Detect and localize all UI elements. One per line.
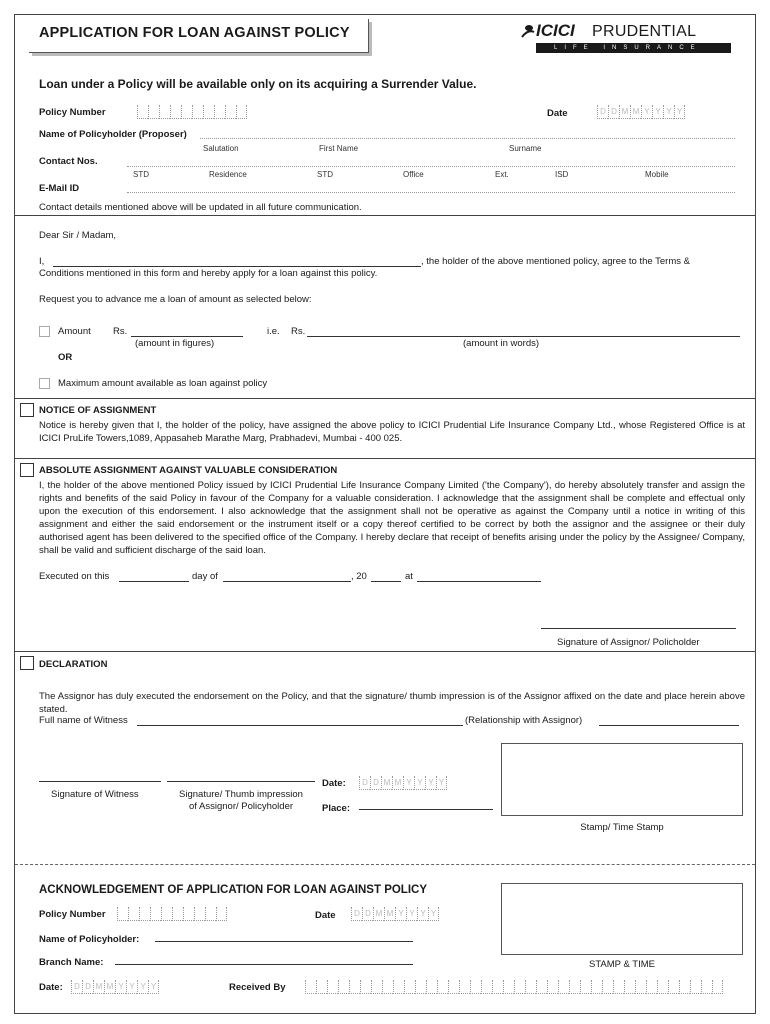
year-prefix-label: , 20 <box>351 571 367 582</box>
declaration-date-field[interactable]: D D M M Y Y Y Y <box>359 776 447 790</box>
assignor-signature-label: Signature of Assignor/ Policholder <box>557 637 700 648</box>
executed-year-field[interactable] <box>371 570 401 582</box>
office-sublabel: Office <box>403 170 424 179</box>
witness-signature-label: Signature of Witness <box>51 789 139 800</box>
ack-branch-label: Branch Name: <box>39 957 104 968</box>
notice-heading: NOTICE OF ASSIGNMENT <box>39 405 157 416</box>
at-label: at <box>405 571 413 582</box>
ie-label: i.e. <box>267 326 280 337</box>
absolute-assignment-heading: ABSOLUTE ASSIGNMENT AGAINST VALUABLE CONSIDERATION <box>39 465 338 476</box>
rs-label: Rs. <box>113 326 128 337</box>
declaration-date-label: Date: <box>322 778 346 789</box>
policyholder-name-field[interactable] <box>200 125 735 139</box>
contact-label: Contact Nos. <box>39 156 98 167</box>
ack-policy-number-label: Policy Number <box>39 909 106 920</box>
stamp-box <box>501 743 743 816</box>
thumb-label-2: of Assignor/ Policyholder <box>188 801 294 812</box>
applicant-name-line[interactable] <box>53 255 421 267</box>
logo-tagline: LIFE INSURANCE <box>536 43 731 53</box>
company-logo <box>520 21 745 61</box>
ack-name-field[interactable] <box>155 930 413 942</box>
conditions-text: Conditions mentioned in this form and hereby apply for a loan against this policy. <box>39 268 378 279</box>
mobile-sublabel: Mobile <box>645 170 669 179</box>
ack-policy-number-field[interactable] <box>117 907 227 921</box>
relationship-field[interactable] <box>599 714 739 726</box>
declaration-heading: DECLARATION <box>39 659 108 670</box>
amount-figures-caption: (amount in figures) <box>135 338 215 349</box>
executed-day-field[interactable] <box>119 570 189 582</box>
amount-figures-field[interactable] <box>131 325 243 337</box>
notice-text: Notice is hereby given that I, the holder of the policy, have assigned the above policy to ICICI Prudential Life Insurance Company Ltd., whose Registered Office is at ICICI PruLife Towers,1089, Appasaheb Marathe Marg, Prabhadevi, Mumbai - 400 025. <box>39 420 745 444</box>
std-sublabel: STD <box>133 170 149 179</box>
witness-signature-field[interactable] <box>39 770 161 782</box>
notice-checkbox[interactable] <box>20 403 34 417</box>
declaration-place-field[interactable] <box>359 798 493 810</box>
ack-date-label: Date <box>315 910 336 921</box>
policy-number-label: Policy Number <box>39 107 106 118</box>
executed-place-field[interactable] <box>417 570 541 582</box>
logo-swoosh-icon <box>520 23 536 39</box>
absolute-assignment-text: I, the holder of the above mentioned Policy issued by ICICI Prudential Life Insurance Company Limited ('the Company'), do hereby absolutely transfer and assign the rights and benefits of the said Policy in favour of the Company for a valuable consideration. I acknowledge that the assignment shall be complete and effectual only upon the execution of this endorsement. I also acknowledge that the assignment shall not be operative as against the Company until a notice in writing of this assignment and either the said endorsement or the instrument itself or a copy thereof certified to be correct by both the assignor and the assignee or their duly authorised agent has been delivered to the specified office of the Company. I hereby declare that receipt of benefits arising under the policy by the Assignee/ Company, shall be valid and sufficient discharge of the said loan. <box>39 480 745 556</box>
isd-sublabel: ISD <box>555 170 569 179</box>
section-divider <box>15 215 755 216</box>
policy-number-field[interactable] <box>137 105 247 119</box>
date-field[interactable]: D D M M Y Y Y Y <box>597 105 685 119</box>
stamp-label: Stamp/ Time Stamp <box>580 822 664 833</box>
max-amount-checkbox[interactable] <box>39 378 50 389</box>
declaration-text: The Assignor has duly executed the endorsement on the Policy, and that the signature/ thumb impression is of the Assignor affixed on the date and place herein above stated. <box>39 691 745 715</box>
logo-brand: ICICI <box>536 21 575 40</box>
rs-words-label: Rs. <box>291 326 306 337</box>
ack-branch-field[interactable] <box>115 953 413 965</box>
ack-date2-label: Date: <box>39 982 63 993</box>
ack-received-by-label: Received By <box>229 982 286 993</box>
ack-date2-field[interactable]: D D M M Y Y Y Y <box>71 980 159 994</box>
amount-checkbox[interactable] <box>39 326 50 337</box>
executed-month-field[interactable] <box>223 570 351 582</box>
page-title: APPLICATION FOR LOAN AGAINST POLICY <box>39 25 350 41</box>
absolute-assignment-checkbox[interactable] <box>20 463 34 477</box>
date-label: Date <box>547 108 568 119</box>
amount-label: Amount <box>58 326 91 337</box>
ack-name-label: Name of Policyholder: <box>39 934 140 945</box>
std-office-sublabel: STD <box>317 170 333 179</box>
tear-line <box>15 864 755 865</box>
email-field[interactable] <box>127 179 735 193</box>
salutation-text: Dear Sir / Madam, <box>39 230 117 241</box>
ack-stamp-box <box>501 883 743 955</box>
section-divider <box>15 398 755 399</box>
advance-text: Request you to advance me a loan of amount as selected below: <box>39 294 312 305</box>
surname-sublabel: Surname <box>509 144 542 153</box>
logo-name: PRUDENTIAL <box>592 23 697 40</box>
i-label: I, <box>39 256 45 267</box>
assignor-thumb-field[interactable] <box>167 770 315 782</box>
witness-name-field[interactable] <box>137 714 463 726</box>
salutation-sublabel: Salutation <box>203 144 239 153</box>
section-divider <box>15 458 755 459</box>
amount-words-caption: (amount in words) <box>463 338 540 349</box>
max-amount-label: Maximum amount available as loan against policy <box>58 378 268 389</box>
section-divider <box>15 651 755 652</box>
policyholder-name-label: Name of Policyholder (Proposer) <box>39 129 187 140</box>
ack-date-field[interactable]: D D M M Y Y Y Y <box>351 907 439 921</box>
acknowledgement-heading: ACKNOWLEDGEMENT OF APPLICATION FOR LOAN AGAINST POLICY <box>39 884 428 896</box>
thumb-label-1: Signature/ Thumb impression <box>179 789 303 800</box>
loan-application-form <box>14 14 756 1014</box>
ack-stamp-label: STAMP & TIME <box>589 959 655 970</box>
witness-name-label: Full name of Witness <box>39 715 128 726</box>
surrender-note: Loan under a Policy will be available only on its acquiring a Surrender Value. <box>39 77 477 91</box>
executed-on-label: Executed on this <box>39 571 110 582</box>
first-name-sublabel: First Name <box>319 144 359 153</box>
ack-received-by-field[interactable] <box>305 980 723 994</box>
declaration-place-label: Place: <box>322 803 350 814</box>
residence-sublabel: Residence <box>209 170 247 179</box>
ext-sublabel: Ext. <box>495 170 509 179</box>
contact-note: Contact details mentioned above will be updated in all future communication. <box>39 202 362 213</box>
holder-text: , the holder of the above mentioned policy, agree to the Terms & <box>421 256 690 267</box>
day-of-label: day of <box>192 571 218 582</box>
email-label: E-Mail ID <box>39 183 80 194</box>
declaration-checkbox[interactable] <box>20 656 34 670</box>
or-label: OR <box>58 352 73 363</box>
relationship-label: (Relationship with Assignor) <box>465 715 583 726</box>
amount-words-field[interactable] <box>307 325 740 337</box>
assignor-signature-field[interactable] <box>541 617 736 629</box>
contact-numbers-field[interactable] <box>127 153 735 167</box>
